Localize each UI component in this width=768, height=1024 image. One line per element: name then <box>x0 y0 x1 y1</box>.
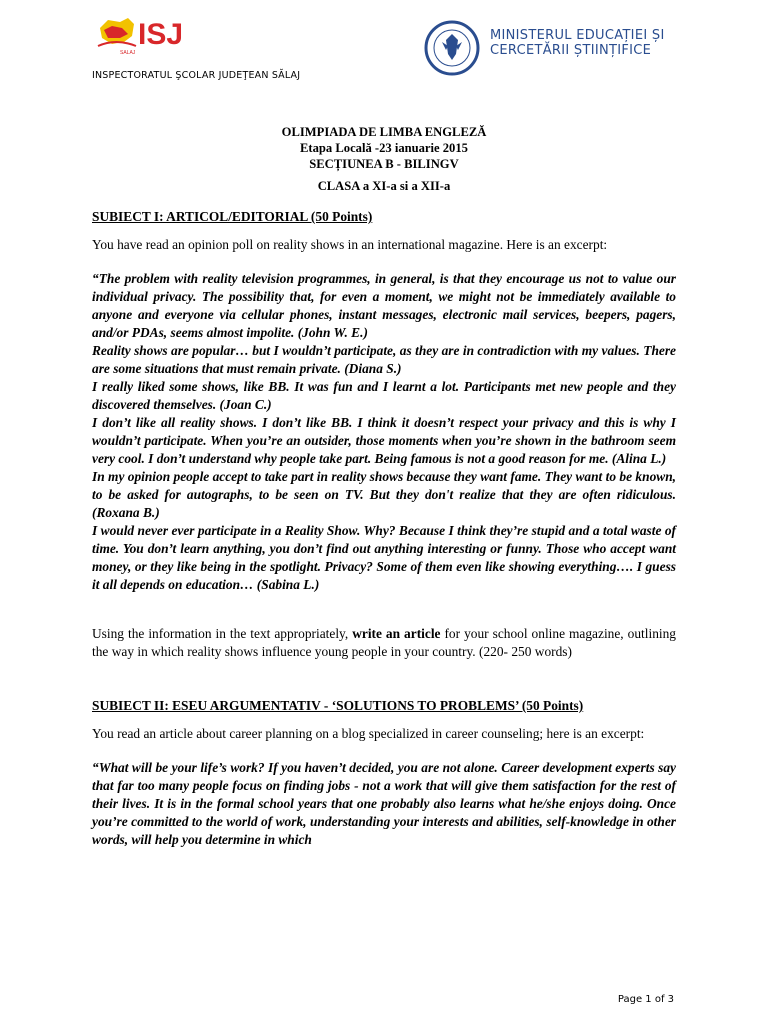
page-header <box>0 0 768 80</box>
isj-logo-text: ISJ <box>138 18 184 51</box>
quote-paragraph: I don’t like all reality shows. I don’t like BB. I think it doesn’t respect your privacy and this is why I wouldn’t participate. When you’re an outsider, those moments when you’re shown in the bathroom seem very cool. I don’t understand why people take part. Being famous is not a good reason for me. (Alina L.) <box>92 415 676 466</box>
title-line-4: CLASA a XI-a si a XII-a <box>317 179 451 193</box>
page-number: Page 1 of 3 <box>617 994 674 1005</box>
task-emphasis: write an article <box>352 626 441 641</box>
subject-1-excerpt <box>92 270 676 594</box>
title-line-3: SECȚIUNEA B - BILINGV <box>309 157 459 171</box>
subject-1-heading: SUBIECT I: ARTICOL/EDITORIAL (50 Points) <box>92 209 373 224</box>
inspectorate-name: INSPECTORATUL ŞCOLAR JUDEŢEAN SĂLAJ <box>92 70 301 81</box>
document-body <box>92 124 676 849</box>
isj-logo-small: SALAJ <box>120 50 136 56</box>
document-title <box>92 124 676 194</box>
quote-paragraph: In my opinion people accept to take part in reality shows because they want fame. They want to be known, to be asked for autographs, to be seen on TV. But they don't realize that they are often ridiculous. (Roxana B.) <box>92 469 676 520</box>
quote-paragraph: I really liked some shows, like BB. It was fun and I learnt a lot. Participants met new people and they discovered themselves. (Joan C.) <box>92 379 676 412</box>
ministry-name-line1: MINISTERUL EDUCAȚIEI ȘI <box>490 28 665 43</box>
government-seal-icon <box>424 20 480 76</box>
task-text: for your school online magazine, outlining the way in which reality shows influence young people in your country. (220- 250 words) <box>92 626 676 659</box>
ministry-name-line2: CERCETĂRII ȘTIINȚIFICE <box>490 43 652 58</box>
quote-paragraph: “What will be your life’s work? If you haven’t decided, you are not alone. Career development experts say that far too many people focus on finding jobs - not a work that will give them satisfaction for the rest of their lives. It is in the formal school years that one probably also learns what he/she enjoys doing. Once you’re committed to the world of work, understanding your interests and abilities, self-knowledge in other words, will help you determine in which <box>92 760 676 847</box>
subject-2-excerpt <box>92 759 676 849</box>
title-line-2: Etapa Locală -23 ianuarie 2015 <box>300 141 468 155</box>
subject-1-task <box>92 625 676 661</box>
quote-paragraph: I would never ever participate in a Reality Show. Why? Because I think they’re stupid and a total waste of time. You don’t learn anything, you don’t find out anything interesting or funny. Those who accept want money, or they like being in the spotlight. Privacy? Some of them even like showing everything…. I guess it all depends on education… (Sabina L.) <box>92 523 676 592</box>
subject-1-intro: You have read an opinion poll on reality shows in an international magazine. Here is an excerpt: <box>92 237 608 252</box>
ministry-logo <box>424 18 684 74</box>
task-text: Using the information in the text appropriately, <box>92 626 353 641</box>
isj-logo <box>94 14 190 56</box>
ministry-name <box>490 28 665 58</box>
title-line-1: OLIMPIADA DE LIMBA ENGLEZĂ <box>281 125 487 139</box>
subject-2-heading: SUBIECT II: ESEU ARGUMENTATIV - ‘SOLUTIONS TO PROBLEMS’ (50 Points) <box>92 698 584 713</box>
quote-paragraph: Reality shows are popular… but I wouldn’t participate, as they are in contradiction with my values. There are some situations that must remain private. (Diana S.) <box>92 343 676 376</box>
quote-paragraph: “The problem with reality television programmes, in general, is that they encourage us not to value our individual privacy. The possibility that, for even a moment, we might not be immediately available to anyone and everyone via cellular phones, instant messages, electronic mail services, beepers, pagers, and/or PDAs, seems almost impolite. (John W. E.) <box>92 271 676 340</box>
subject-2-intro: You read an article about career planning on a blog specialized in career counseling; here is an excerpt: <box>92 726 645 741</box>
